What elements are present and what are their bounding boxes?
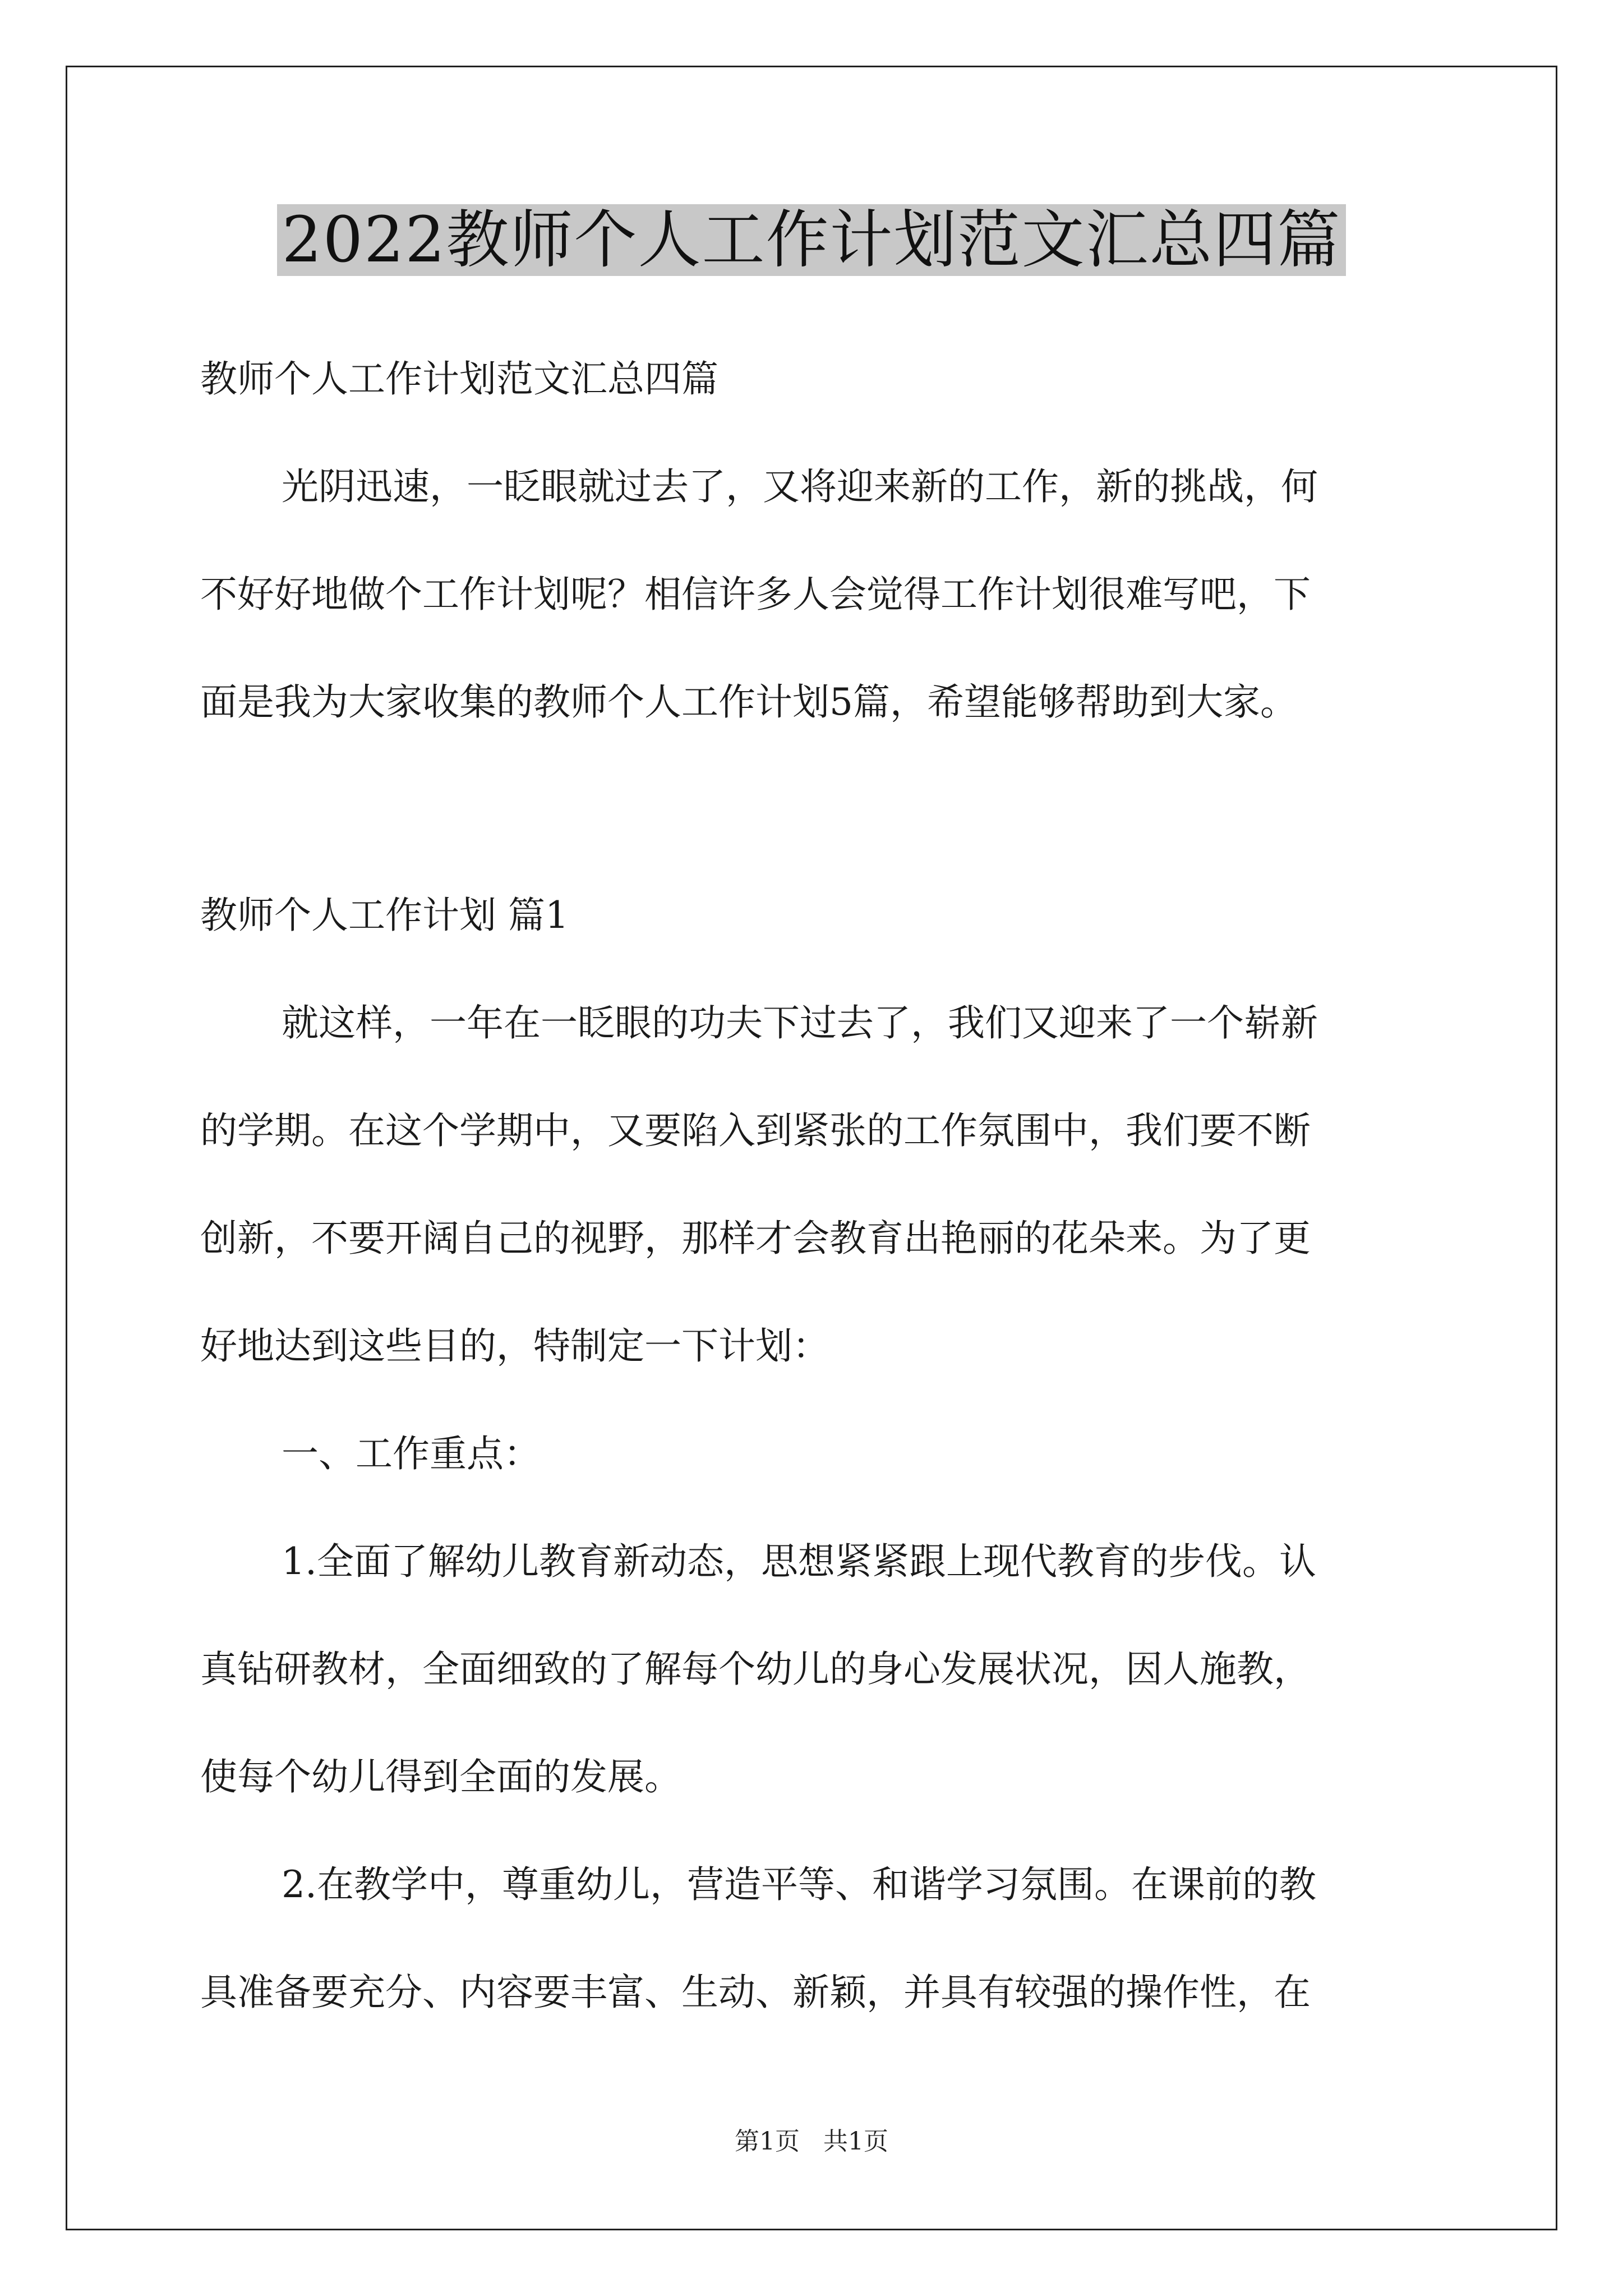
page-footer — [0, 2126, 1623, 2157]
body-line-4: 好地达到这些目的，特制定一下计划： — [200, 1324, 829, 1368]
item2-line-1: 2.在教学中，尊重幼儿，营造平等、和谐学习氛围。在课前的教 — [282, 1863, 1316, 1906]
item2-line-2: 具准备要充分、内容要丰富、生动、新颖，并具有较强的操作性，在 — [200, 1971, 1311, 2014]
item1-line-1: 1.全面了解幼儿教育新动态，思想紧紧跟上现代教育的步伐。认 — [282, 1540, 1316, 1583]
document-title: 2022教师个人工作计划范文汇总四篇 — [277, 204, 1345, 276]
subtitle-line: 教师个人工作计划范文汇总四篇 — [200, 357, 718, 401]
intro-line-1: 光阴迅速，一眨眼就过去了，又将迎来新的工作，新的挑战，何 — [282, 465, 1318, 508]
subheading-work-focus: 一、工作重点： — [282, 1432, 541, 1475]
page-total: 共1页 — [823, 2127, 888, 2156]
intro-line-3: 面是我为大家收集的教师个人工作计划5篇，希望能够帮助到大家。 — [200, 680, 1297, 724]
section-heading: 教师个人工作计划 篇1 — [200, 894, 569, 937]
body-line-1: 就这样，一年在一眨眼的功夫下过去了，我们又迎来了一个崭新 — [282, 1001, 1318, 1045]
item1-line-2: 真钻研教材，全面细致的了解每个幼儿的身心发展状况，因人施教， — [200, 1648, 1311, 1691]
body-line-2: 的学期。在这个学期中，又要陷入到紧张的工作氛围中，我们要不断 — [200, 1109, 1311, 1152]
page-number: 第1页 — [735, 2127, 800, 2156]
body-line-3: 创新，不要开阔自己的视野，那样才会教育出艳丽的花朵来。为了更 — [200, 1217, 1311, 1260]
intro-line-2: 不好好地做个工作计划呢？相信许多人会觉得工作计划很难写吧，下 — [200, 573, 1311, 616]
item1-line-3: 使每个幼儿得到全面的发展。 — [200, 1755, 681, 1798]
title-container — [0, 204, 1623, 276]
